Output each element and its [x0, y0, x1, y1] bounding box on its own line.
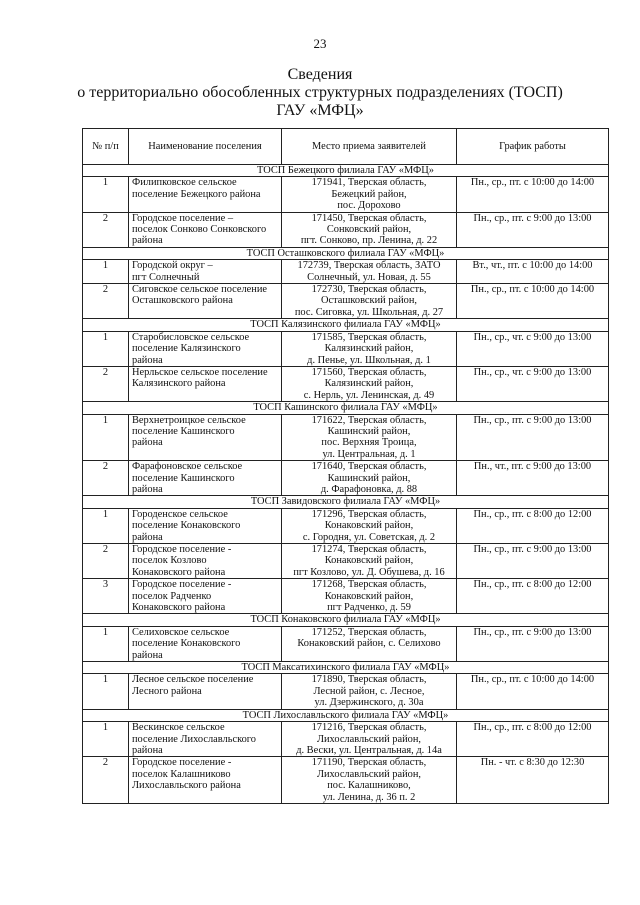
reception-address-line: д. Фарафоновка, д. 88: [320, 483, 418, 495]
table-row: [83, 260, 609, 284]
branch-title: ТОСП Завидовского филиала ГАУ «МФЦ»: [83, 496, 609, 508]
work-schedule: Пн., ср., пт. с 9:00 до 13:00: [457, 212, 609, 247]
settlement-name-line: района: [132, 437, 163, 449]
reception-address-line: Конаковский район,: [324, 520, 414, 532]
settlement-name-line: поселок Сонково Сонковского: [132, 224, 267, 236]
reception-address-line: 171216, Тверская область,: [311, 722, 427, 734]
row-number: 2: [83, 461, 129, 496]
reception-address-line: 171190, Тверская область,: [311, 757, 427, 769]
reception-address-line: Калязинский район,: [324, 343, 414, 355]
branch-row: [83, 614, 609, 626]
reception-address-line: Конаковский район,: [324, 555, 414, 567]
reception-address: [282, 674, 457, 709]
table-row: [83, 212, 609, 247]
settlement-name: [129, 508, 282, 543]
reception-address-line: с. Городня, ул. Советская, д. 2: [302, 531, 436, 543]
settlement-name-line: поселение Лихославльского: [132, 733, 256, 745]
reception-address-line: 171560, Тверская область,: [311, 366, 427, 378]
settlement-name-line: района: [132, 483, 163, 495]
settlement-name-line: Городское поселение -: [132, 757, 232, 769]
reception-address: [282, 579, 457, 614]
settlement-name: [129, 177, 282, 212]
settlement-name-line: района: [132, 649, 163, 661]
branch-title: ТОСП Лихославльского филиала ГАУ «МФЦ»: [83, 709, 609, 721]
settlement-name-line: Нерльское сельское поселение: [132, 366, 268, 378]
reception-address-line: Бежецкий район,: [331, 188, 407, 200]
settlement-name-line: Верхнетроицкое сельское: [132, 414, 246, 426]
settlement-name-line: Филипковское сельское: [132, 177, 237, 189]
settlement-name-line: поселок Радченко: [132, 590, 212, 602]
table-row: [83, 508, 609, 543]
settlement-name: [129, 212, 282, 247]
table-row: [83, 177, 609, 212]
settlement-name-line: Осташковского района: [132, 295, 233, 307]
work-schedule: Пн., ср., пт. с 10:00 до 14:00: [457, 284, 609, 319]
title-line-1: Сведения: [287, 66, 353, 83]
reception-address-line: Сонковский район,: [326, 224, 412, 236]
reception-address-line: 171622, Тверская область,: [311, 414, 427, 426]
settlement-name-line: поселение Бежецкого района: [132, 188, 261, 200]
reception-address-line: 171450, Тверская область,: [311, 212, 427, 224]
header-address: Место приема заявителей: [282, 129, 457, 165]
settlement-name-line: Лесного района: [132, 685, 202, 697]
reception-address: [282, 722, 457, 757]
settlement-name-line: района: [132, 531, 163, 543]
page-number: 23: [313, 36, 327, 51]
branch-title: ТОСП Бежецкого филиала ГАУ «МФЦ»: [83, 165, 609, 177]
table-row: [83, 544, 609, 579]
reception-address: [282, 626, 457, 661]
table-header-row: [83, 129, 609, 165]
table-row: [83, 757, 609, 804]
branch-row: [83, 709, 609, 721]
reception-address-line: Конаковский район, с. Селихово: [297, 638, 441, 650]
settlement-name-line: Калязинского района: [132, 378, 226, 390]
reception-address: [282, 284, 457, 319]
reception-address-line: 171296, Тверская область,: [311, 508, 427, 520]
tosp-table: [82, 128, 609, 804]
work-schedule: Пн., ср., пт. с 9:00 до 13:00: [457, 414, 609, 461]
settlement-name-line: Сиговское сельское поселение: [132, 284, 268, 296]
reception-address-line: пгт Козлово, ул. Д. Обушева, д. 16: [293, 566, 445, 578]
title-line-2: о территориально обособленных структурных подразделениях (ТОСП): [77, 84, 563, 101]
settlement-name: [129, 284, 282, 319]
reception-address: [282, 508, 457, 543]
reception-address-line: 171640, Тверская область,: [311, 461, 427, 473]
settlement-name: [129, 461, 282, 496]
header-name: Наименование поселения: [129, 129, 282, 165]
settlement-name: [129, 544, 282, 579]
reception-address-line: 172730, Тверская область,: [311, 284, 427, 296]
reception-address-line: д. Пенье, ул. Школьная, д. 1: [307, 354, 431, 366]
work-schedule: Пн., ср., пт. с 9:00 до 13:00: [457, 626, 609, 661]
work-schedule: Пн., ср., пт. с 10:00 до 14:00: [457, 177, 609, 212]
row-number: 2: [83, 212, 129, 247]
settlement-name-line: Городское поселение –: [132, 212, 234, 224]
table-row: [83, 461, 609, 496]
reception-address-line: пос. Сиговка, ул. Школьная, д. 27: [294, 306, 444, 318]
reception-address-line: Кашинский район,: [327, 472, 411, 484]
row-number: 3: [83, 579, 129, 614]
reception-address-line: Лесной район, с. Лесное,: [313, 685, 425, 697]
reception-address-line: Солнечный, ул. Новая, д. 55: [307, 271, 431, 283]
row-number: 1: [83, 722, 129, 757]
settlement-name-line: Фарафоновское сельское: [132, 461, 243, 473]
branch-row: [83, 402, 609, 414]
reception-address-line: пос. Верхняя Троица,: [321, 437, 417, 449]
branch-title: ТОСП Осташковского филиала ГАУ «МФЦ»: [83, 247, 609, 259]
settlement-name: [129, 674, 282, 709]
branch-row: [83, 247, 609, 259]
settlement-name-line: поселение Кашинского: [132, 425, 235, 437]
reception-address-line: пгт Радченко, д. 59: [327, 602, 411, 614]
work-schedule: Пн., ср., пт. с 10:00 до 14:00: [457, 674, 609, 709]
settlement-name-line: Селиховское сельское: [132, 626, 230, 638]
settlement-name-line: поселение Конаковского: [132, 638, 241, 650]
reception-address-line: 171941, Тверская область,: [311, 177, 427, 189]
reception-address-line: 171274, Тверская область,: [311, 544, 427, 555]
settlement-name-line: Вескинское сельское: [132, 722, 225, 734]
table-row: [83, 722, 609, 757]
header-schedule: График работы: [457, 129, 609, 165]
reception-address-line: 171585, Тверская область,: [311, 331, 427, 343]
settlement-name-line: Лесное сельское поселение: [132, 674, 254, 686]
table-row: [83, 414, 609, 461]
branch-title: ТОСП Кашинского филиала ГАУ «МФЦ»: [83, 402, 609, 414]
reception-address-line: Кашинский район,: [327, 425, 411, 437]
settlement-name: [129, 260, 282, 284]
row-number: 1: [83, 331, 129, 366]
reception-address-line: пгт. Сонково, пр. Ленина, д. 22: [300, 235, 438, 247]
reception-address-line: Осташковский район,: [320, 295, 418, 307]
branch-title: ТОСП Калязинского филиала ГАУ «МФЦ»: [83, 319, 609, 331]
document-title: [0, 66, 640, 120]
settlement-name-line: поселок Козлово: [132, 555, 207, 567]
reception-address-line: Лихославльский район,: [316, 733, 422, 745]
reception-address: [282, 544, 457, 579]
reception-address-line: пос. Калашниково,: [327, 780, 411, 792]
work-schedule: Пн. - чт. с 8:30 до 12:30: [457, 757, 609, 804]
reception-address: [282, 757, 457, 804]
settlement-name: [129, 626, 282, 661]
reception-address: [282, 414, 457, 461]
settlement-name-line: поселение Калязинского: [132, 343, 241, 355]
reception-address-line: ул. Ленина, д. 36 п. 2: [322, 791, 416, 803]
branch-row: [83, 496, 609, 508]
reception-address: [282, 461, 457, 496]
table-row: [83, 366, 609, 401]
settlement-name-line: поселение Кашинского: [132, 472, 235, 484]
work-schedule: Пн., ср., пт. с 9:00 до 13:00: [457, 544, 609, 579]
table-body: [83, 165, 609, 804]
work-schedule: Пн., ср., чт. с 9:00 до 13:00: [457, 366, 609, 401]
settlement-name-line: поселок Калашниково: [132, 768, 231, 780]
row-number: 1: [83, 626, 129, 661]
reception-address: [282, 331, 457, 366]
settlement-name-line: Городенское сельское: [132, 508, 228, 520]
settlement-name: [129, 366, 282, 401]
work-schedule: Пн., ср., пт. с 8:00 до 12:00: [457, 579, 609, 614]
settlement-name: [129, 757, 282, 804]
reception-address-line: ул. Дзержинского, д. 30а: [314, 697, 424, 709]
work-schedule: Пн., чт., пт. с 9:00 до 13:00: [457, 461, 609, 496]
branch-row: [83, 165, 609, 177]
reception-address-line: Лихославльский район,: [316, 768, 422, 780]
reception-address-line: д. Вески, ул. Центральная, д. 14а: [296, 744, 442, 756]
branch-title: ТОСП Максатихинского филиала ГАУ «МФЦ»: [83, 662, 609, 674]
settlement-name-line: Лихославльского района: [132, 780, 241, 792]
settlement-name-line: Конаковского района: [132, 602, 226, 614]
settlement-name-line: района: [132, 235, 163, 247]
branch-title: ТОСП Конаковского филиала ГАУ «МФЦ»: [83, 614, 609, 626]
settlement-name-line: пгт Солнечный: [132, 271, 200, 283]
reception-address-line: Калязинский район,: [324, 378, 414, 390]
row-number: 2: [83, 284, 129, 319]
row-number: 1: [83, 177, 129, 212]
reception-address: [282, 212, 457, 247]
table-row: [83, 579, 609, 614]
settlement-name: [129, 414, 282, 461]
work-schedule: Пн., ср., пт. с 8:00 до 12:00: [457, 722, 609, 757]
row-number: 1: [83, 260, 129, 284]
header-num: № п/п: [83, 129, 129, 165]
reception-address-line: ул. Центральная, д. 1: [322, 448, 416, 460]
work-schedule: Пн., ср., чт. с 9:00 до 13:00: [457, 331, 609, 366]
settlement-name: [129, 331, 282, 366]
table-row: [83, 674, 609, 709]
settlement-name-line: Конаковского района: [132, 566, 226, 578]
settlement-name: [129, 722, 282, 757]
table-row: [83, 626, 609, 661]
row-number: 1: [83, 414, 129, 461]
row-number: 1: [83, 674, 129, 709]
reception-address-line: 172739, Тверская область, ЗАТО: [297, 260, 441, 272]
reception-address: [282, 366, 457, 401]
reception-address-line: 171890, Тверская область,: [311, 674, 427, 686]
settlement-name-line: Городское поселение -: [132, 579, 232, 591]
title-line-3: ГАУ «МФЦ»: [276, 102, 364, 119]
settlement-name: [129, 579, 282, 614]
branch-row: [83, 662, 609, 674]
branch-row: [83, 319, 609, 331]
reception-address-line: с. Нерль, ул. Ленинская, д. 49: [303, 389, 435, 401]
settlement-name-line: поселение Конаковского: [132, 520, 241, 532]
reception-address-line: пос. Дорохово: [337, 200, 401, 212]
reception-address-line: 171268, Тверская область,: [311, 579, 427, 591]
row-number: 2: [83, 366, 129, 401]
settlement-name-line: Городской округ –: [132, 260, 213, 272]
reception-address-line: 171252, Тверская область,: [311, 626, 427, 638]
work-schedule: Вт., чт., пт. с 10:00 до 14:00: [457, 260, 609, 284]
settlement-name-line: Старобисловское сельское: [132, 331, 250, 343]
reception-address: [282, 177, 457, 212]
work-schedule: Пн., ср., пт. с 8:00 до 12:00: [457, 508, 609, 543]
settlement-name-line: Городское поселение -: [132, 544, 232, 555]
reception-address: [282, 260, 457, 284]
row-number: 1: [83, 508, 129, 543]
table-row: [83, 284, 609, 319]
settlement-name-line: района: [132, 354, 163, 366]
row-number: 2: [83, 544, 129, 579]
reception-address-line: Конаковский район,: [324, 590, 414, 602]
row-number: 2: [83, 757, 129, 804]
table-row: [83, 331, 609, 366]
settlement-name-line: района: [132, 744, 163, 756]
